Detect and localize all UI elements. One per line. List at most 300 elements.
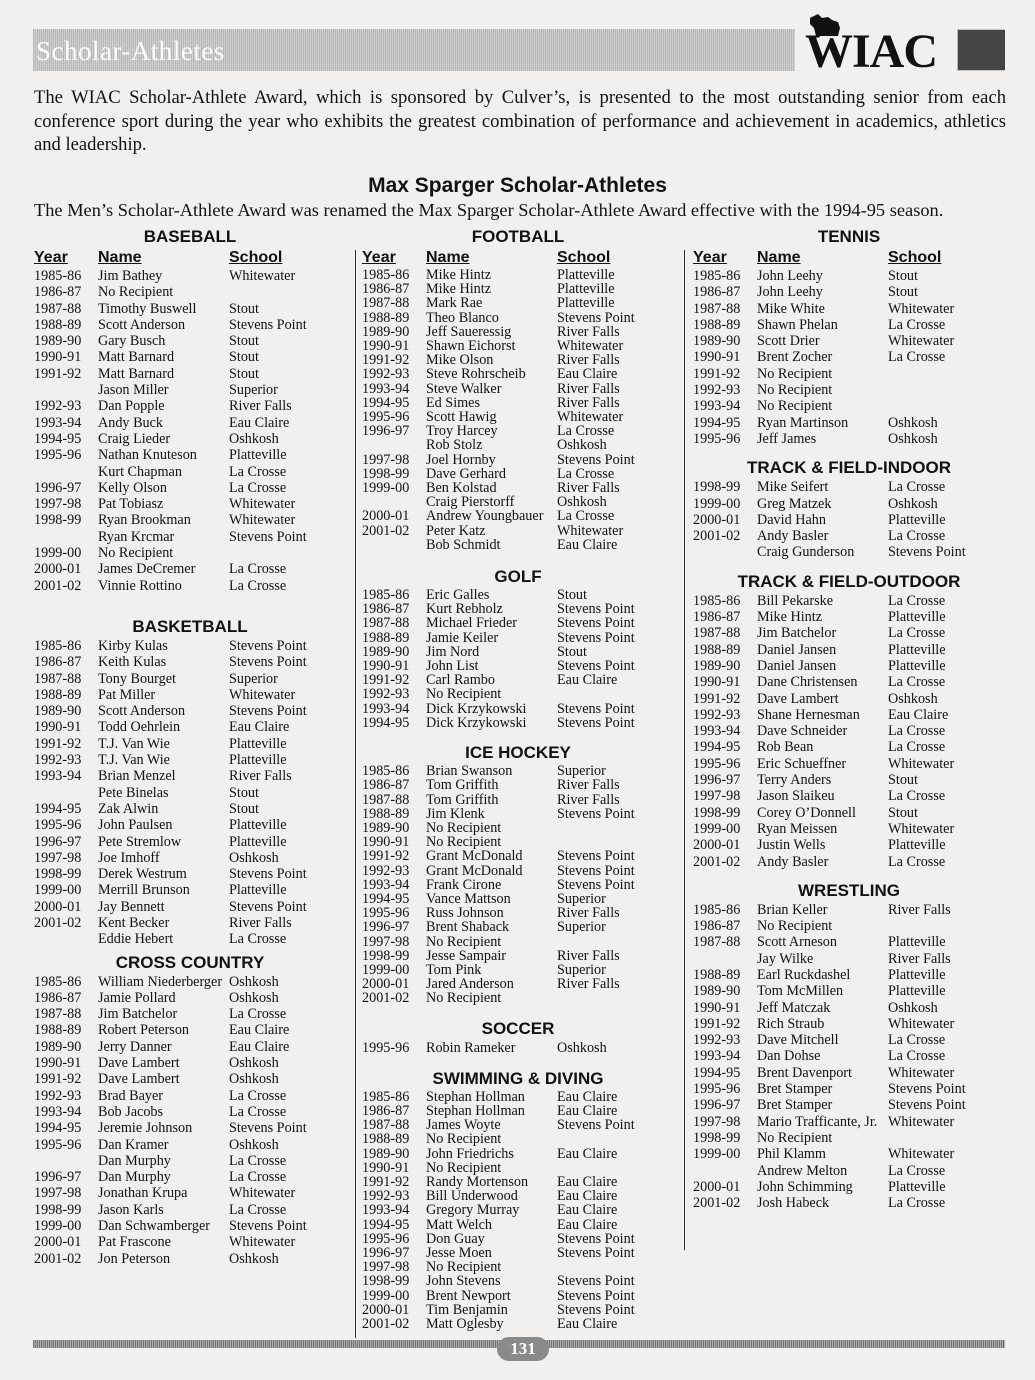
year-cell: 1993-94	[362, 380, 410, 397]
name-cell: Jesse Moen	[426, 1246, 492, 1261]
list-item	[34, 1234, 346, 1250]
school-cell: Stevens Point	[229, 528, 307, 545]
year-cell: 1999-00	[34, 882, 82, 899]
year-cell: 1999-00	[693, 495, 741, 512]
school-cell: Stevens Point	[229, 1120, 307, 1137]
name-cell: Jim Klenk	[426, 806, 485, 821]
list-item	[693, 593, 1005, 609]
year-cell: 1998-99	[362, 465, 410, 482]
sport-heading: WRESTLING	[798, 880, 900, 900]
name-cell: Tom Griffith	[426, 778, 499, 793]
year-cell: 1996-97	[34, 1169, 82, 1186]
school-cell: Whitewater	[229, 512, 296, 529]
name-cell: No Recipient	[98, 545, 174, 562]
name-cell: Brent Shaback	[426, 920, 510, 935]
year-cell: 2001-02	[362, 522, 410, 539]
name-cell: Scott Drier	[757, 333, 820, 350]
name-cell: Dan Murphy	[98, 1152, 171, 1169]
year-cell: 1991-92	[693, 690, 741, 707]
school-cell: River Falls	[229, 914, 292, 931]
year-cell: 2000-01	[693, 511, 741, 528]
school-cell: Stout	[229, 349, 259, 366]
school-cell: Whitewater	[888, 300, 955, 317]
school-cell: Oshkosh	[229, 1136, 279, 1153]
name-cell: Bret Stamper	[757, 1097, 833, 1114]
year-cell: 1988-89	[693, 966, 741, 983]
year-cell: 1992-93	[362, 862, 410, 879]
name-cell: Dave Mitchell	[757, 1032, 839, 1049]
year-cell: 1985-86	[693, 901, 741, 918]
year-cell: 1987-88	[34, 670, 82, 687]
section-cross-country	[34, 952, 346, 1267]
name-cell: James Woyte	[426, 1118, 501, 1133]
list-item	[362, 396, 674, 410]
school-cell: La Crosse	[888, 739, 946, 756]
school-cell: River Falls	[557, 323, 620, 340]
school-cell: Eau Claire	[557, 1316, 618, 1333]
list-item	[693, 1195, 1005, 1211]
list-item	[34, 785, 346, 801]
school-cell: La Crosse	[888, 1032, 946, 1049]
school-cell: La Crosse	[229, 1087, 287, 1104]
list-item	[362, 268, 674, 282]
list-item	[362, 716, 674, 730]
year-cell: 1989-90	[693, 983, 741, 1000]
school-cell: Stevens Point	[557, 1245, 635, 1262]
list-item	[362, 778, 674, 792]
school-cell	[888, 382, 1005, 398]
list-item	[362, 382, 674, 396]
section-football	[362, 226, 674, 552]
year-cell: 1987-88	[693, 625, 741, 642]
school-cell: Oshkosh	[888, 495, 938, 512]
name-cell: No Recipient	[426, 1132, 502, 1147]
column-header	[34, 248, 346, 268]
name-cell: Dave Schneider	[757, 723, 848, 740]
year-cell: 1995-96	[34, 817, 82, 834]
year-cell: 1990-91	[693, 999, 741, 1016]
school-cell	[229, 284, 346, 300]
list-item	[362, 935, 674, 949]
list-item	[34, 915, 346, 931]
column-divider	[684, 250, 685, 1250]
school-cell: Eau Claire	[557, 1174, 618, 1191]
school-cell: River Falls	[557, 905, 620, 922]
list-item	[693, 1163, 1005, 1179]
school-cell: Superior	[557, 763, 606, 780]
school-cell: Stevens Point	[557, 658, 635, 675]
list-item	[362, 1090, 674, 1104]
name-cell: Shawn Eichorst	[426, 339, 516, 354]
list-item	[34, 366, 346, 382]
school-cell	[557, 1161, 674, 1175]
list-item	[362, 793, 674, 807]
year-cell: 2000-01	[34, 898, 82, 915]
name-cell: Dave Gerhard	[426, 466, 506, 482]
list-item	[693, 1000, 1005, 1016]
school-cell: River Falls	[888, 901, 951, 918]
list-item	[362, 339, 674, 353]
sport-heading: FOOTBALL	[471, 227, 565, 246]
list-item	[362, 1118, 674, 1132]
name-cell: No Recipient	[757, 365, 833, 382]
year-cell: 1986-87	[693, 609, 741, 626]
list-item	[693, 739, 1005, 755]
school-cell: Eau Claire	[229, 1038, 290, 1055]
year-cell	[362, 438, 426, 452]
school-cell: Stevens Point	[557, 309, 635, 326]
school-cell: La Crosse	[229, 1006, 287, 1023]
school-cell: Stevens Point	[229, 316, 307, 333]
year-cell	[362, 495, 426, 509]
year-cell	[34, 382, 98, 398]
name-cell: Kurt Chapman	[98, 463, 182, 480]
school-cell: Stout	[888, 804, 918, 821]
year-cell: 1995-96	[693, 430, 741, 447]
year-cell: 1998-99	[362, 1273, 410, 1290]
year-cell: 1999-00	[362, 961, 410, 978]
school-cell: La Crosse	[888, 528, 946, 545]
list-item	[693, 284, 1005, 300]
name-cell: No Recipient	[426, 835, 502, 850]
year-cell: 1997-98	[362, 1259, 410, 1276]
list-item	[362, 325, 674, 339]
name-cell: Frank Cirone	[426, 877, 502, 892]
list-item	[362, 410, 674, 424]
name-cell: Tom McMillen	[757, 983, 844, 1000]
name-cell: No Recipient	[757, 382, 833, 399]
school-cell: Whitewater	[557, 409, 624, 426]
year-cell: 1992-93	[362, 686, 410, 703]
list-item	[34, 496, 346, 512]
year-cell	[693, 951, 757, 967]
school-cell: Whitewater	[229, 686, 296, 703]
list-item	[34, 431, 346, 447]
list-item	[693, 983, 1005, 999]
name-cell: Robert Peterson	[98, 1022, 190, 1039]
list-item	[362, 1189, 674, 1203]
year-cell: 1996-97	[362, 1245, 410, 1262]
school-cell: Platteville	[888, 1178, 946, 1195]
school-cell: Stevens Point	[557, 1301, 635, 1318]
section-ice-hockey	[362, 742, 674, 1005]
name-cell: Earl Ruckdashel	[757, 966, 851, 983]
list-item	[362, 1260, 674, 1274]
year-cell: 2000-01	[693, 837, 741, 854]
name-cell: Daniel Jansen	[757, 657, 837, 674]
name-cell: Todd Oehrlein	[98, 719, 181, 736]
school-cell: Whitewater	[888, 1113, 955, 1130]
list-item	[362, 1147, 674, 1161]
name-cell: Stephan Hollman	[426, 1089, 525, 1105]
year-cell: 1996-97	[693, 1097, 741, 1114]
name-cell: Tom Pink	[426, 962, 482, 978]
name-cell: Tim Benjamin	[426, 1302, 508, 1318]
year-cell: 1998-99	[34, 512, 82, 529]
name-cell: Eric Schueffner	[757, 755, 847, 772]
name-cell: Shawn Phelan	[757, 316, 838, 333]
year-cell: 1997-98	[693, 788, 741, 805]
sport-heading: CROSS COUNTRY	[115, 952, 265, 972]
list-item	[34, 638, 346, 654]
list-item	[693, 723, 1005, 739]
school-cell: Oshkosh	[557, 437, 607, 454]
year-cell: 1989-90	[362, 819, 410, 836]
list-item	[34, 382, 346, 398]
name-cell: Jamie Pollard	[98, 989, 176, 1006]
list-item	[693, 756, 1005, 772]
list-item	[693, 1081, 1005, 1097]
year-cell: 1989-90	[362, 1145, 410, 1162]
header-school: School	[229, 249, 283, 266]
school-cell: Whitewater	[888, 755, 955, 772]
school-cell: La Crosse	[888, 853, 946, 870]
list-item	[362, 1203, 674, 1217]
year-cell: 1990-91	[693, 674, 741, 691]
name-cell: Jason Karls	[98, 1201, 164, 1218]
year-cell: 1995-96	[362, 905, 410, 922]
year-cell: 2000-01	[362, 976, 410, 993]
school-cell: Eau Claire	[557, 672, 618, 689]
name-cell: Carl Rambo	[426, 673, 495, 688]
school-cell: Oshkosh	[888, 690, 938, 707]
name-cell: Dan Schwamberger	[98, 1218, 211, 1235]
school-cell: Stout	[557, 643, 587, 660]
column-right	[693, 226, 1005, 1211]
school-cell: La Crosse	[888, 625, 946, 642]
school-cell: Stevens Point	[557, 848, 635, 865]
list-item	[362, 645, 674, 659]
name-cell: Dan Murphy	[98, 1169, 171, 1186]
year-cell: 1993-94	[362, 1202, 410, 1219]
year-cell: 1998-99	[362, 947, 410, 964]
list-item	[693, 674, 1005, 690]
list-item	[693, 918, 1005, 934]
list-item	[693, 967, 1005, 983]
name-cell: Jason Slaikeu	[757, 788, 835, 805]
name-cell: Mark Rae	[426, 296, 483, 311]
school-cell: Platteville	[557, 281, 615, 298]
name-cell: Brian Menzel	[98, 768, 176, 785]
name-cell: Greg Matzek	[757, 495, 832, 512]
name-cell: Jon Peterson	[98, 1250, 171, 1267]
name-cell: Scott Anderson	[98, 316, 186, 333]
list-item	[693, 609, 1005, 625]
list-item	[362, 631, 674, 645]
name-cell: Dick Krzykowski	[426, 715, 527, 731]
section-golf	[362, 566, 674, 730]
school-cell: Stevens Point	[557, 629, 635, 646]
school-cell	[557, 1132, 674, 1146]
school-cell: Stevens Point	[229, 898, 307, 915]
year-cell: 1989-90	[362, 643, 410, 660]
name-cell: No Recipient	[426, 934, 502, 949]
school-cell: Stevens Point	[888, 544, 966, 561]
school-cell: Eau Claire	[229, 414, 290, 431]
year-cell: 1994-95	[693, 1064, 741, 1081]
school-cell: La Crosse	[888, 788, 946, 805]
school-cell: Stevens Point	[888, 1081, 966, 1098]
list-item	[34, 719, 346, 735]
school-cell	[557, 835, 674, 849]
year-cell: 1990-91	[34, 1055, 82, 1072]
banner-end-block	[958, 30, 1005, 70]
list-item	[362, 1218, 674, 1232]
school-cell	[557, 821, 674, 835]
school-cell: La Crosse	[229, 931, 287, 948]
school-cell	[557, 991, 674, 1005]
school-cell: La Crosse	[888, 349, 946, 366]
list-item	[693, 268, 1005, 284]
year-cell: 1994-95	[34, 800, 82, 817]
year-cell: 1991-92	[693, 365, 741, 382]
list-item	[362, 1161, 674, 1175]
school-cell: Whitewater	[888, 820, 955, 837]
list-item	[693, 658, 1005, 674]
year-cell: 1988-89	[362, 309, 410, 326]
year-cell: 1996-97	[362, 919, 410, 936]
list-item	[362, 353, 674, 367]
school-cell	[888, 918, 1005, 934]
list-item	[34, 1039, 346, 1055]
school-cell: La Crosse	[888, 479, 946, 496]
school-cell: La Crosse	[888, 674, 946, 691]
school-cell: Stout	[888, 772, 918, 789]
year-cell: 1985-86	[693, 592, 741, 609]
name-cell: Corey O’Donnell	[757, 804, 856, 821]
list-item	[34, 561, 346, 577]
school-cell: Platteville	[888, 966, 946, 983]
list-item	[362, 835, 674, 849]
list-item	[693, 301, 1005, 317]
name-cell: No Recipient	[757, 918, 833, 935]
school-cell: Oshkosh	[888, 999, 938, 1016]
list-item	[34, 817, 346, 833]
school-cell: River Falls	[557, 352, 620, 369]
school-cell: Stevens Point	[557, 615, 635, 632]
list-item	[362, 864, 674, 878]
list-item	[34, 752, 346, 768]
school-cell: La Crosse	[888, 723, 946, 740]
list-item	[34, 398, 346, 414]
name-cell: Dan Popple	[98, 398, 165, 415]
name-cell: Tom Griffith	[426, 792, 499, 807]
name-cell: Ben Kolstad	[426, 481, 497, 496]
name-cell: Troy Harcey	[426, 424, 498, 439]
year-cell	[34, 464, 98, 480]
list-item	[362, 602, 674, 616]
list-item	[362, 524, 674, 538]
list-item	[693, 1016, 1005, 1032]
school-cell: Eau Claire	[229, 719, 290, 736]
list-item	[34, 899, 346, 915]
header-year: Year	[693, 249, 727, 266]
year-cell: 1985-86	[34, 637, 82, 654]
year-cell: 1986-87	[362, 281, 410, 298]
name-cell: Pat Tobiasz	[98, 496, 164, 513]
list-item	[34, 974, 346, 990]
school-cell: Oshkosh	[229, 849, 279, 866]
year-cell: 1986-87	[362, 601, 410, 618]
school-cell	[888, 1130, 1005, 1146]
list-item	[34, 1088, 346, 1104]
school-cell: Stevens Point	[557, 1287, 635, 1304]
school-cell: Whitewater	[229, 268, 296, 284]
name-cell: James DeCremer	[98, 561, 196, 578]
list-item	[362, 659, 674, 673]
school-cell: La Crosse	[229, 479, 287, 496]
school-cell: Oshkosh	[888, 414, 938, 431]
name-cell: Dan Kramer	[98, 1136, 169, 1153]
list-item	[693, 691, 1005, 707]
year-cell: 1998-99	[34, 866, 82, 883]
name-cell: Andrew Melton	[757, 1162, 848, 1179]
school-cell: Eau Claire	[557, 1145, 618, 1162]
year-cell: 1988-89	[362, 1131, 410, 1148]
list-item	[362, 821, 674, 835]
year-cell: 1985-86	[362, 587, 410, 604]
school-cell: Stevens Point	[557, 876, 635, 893]
name-cell: No Recipient	[98, 284, 174, 301]
year-cell: 2001-02	[362, 1316, 410, 1333]
year-cell: 1988-89	[34, 686, 82, 703]
school-cell: Whitewater	[229, 496, 296, 513]
year-cell: 1998-99	[693, 479, 741, 496]
school-cell: River Falls	[557, 777, 620, 794]
school-cell: Stout	[888, 268, 918, 284]
name-cell: Pete Stremlow	[98, 833, 182, 850]
school-cell: La Crosse	[229, 577, 287, 594]
list-item	[34, 301, 346, 317]
year-cell: 2001-02	[34, 1250, 82, 1267]
year-cell: 1985-86	[34, 268, 82, 284]
name-cell: Mike Hintz	[757, 609, 823, 626]
name-cell: No Recipient	[757, 1129, 833, 1146]
sport-heading: BASKETBALL	[132, 616, 248, 636]
name-cell: T.J. Van Wie	[98, 752, 170, 769]
year-cell: 2001-02	[34, 577, 82, 594]
name-cell: Jay Wilke	[757, 950, 814, 967]
year-cell: 1989-90	[693, 333, 741, 350]
school-cell: Whitewater	[888, 1015, 955, 1032]
school-cell: Superior	[229, 670, 278, 687]
year-cell: 1993-94	[362, 700, 410, 717]
school-cell: Platteville	[557, 295, 615, 312]
year-cell: 1996-97	[34, 833, 82, 850]
list-item	[362, 481, 674, 495]
name-cell: Keith Kulas	[98, 654, 167, 671]
name-cell: Craig Lieder	[98, 430, 171, 447]
list-item	[34, 1218, 346, 1234]
list-item	[34, 268, 346, 284]
school-cell: Whitewater	[888, 333, 955, 350]
list-item	[34, 687, 346, 703]
year-cell: 1987-88	[693, 300, 741, 317]
school-cell: Oshkosh	[229, 430, 279, 447]
sport-heading: TENNIS	[817, 227, 881, 246]
list-item	[693, 772, 1005, 788]
school-cell: Stout	[229, 333, 259, 350]
year-cell: 1989-90	[34, 703, 82, 720]
year-cell: 1988-89	[693, 316, 741, 333]
sport-heading: SOCCER	[481, 1018, 555, 1038]
name-cell: Jim Batchelor	[757, 625, 837, 642]
name-cell: John Stevens	[426, 1274, 501, 1289]
name-cell: Andrew Youngbauer	[426, 509, 544, 524]
list-item	[693, 415, 1005, 431]
list-item	[34, 480, 346, 496]
year-cell: 2000-01	[362, 508, 410, 525]
